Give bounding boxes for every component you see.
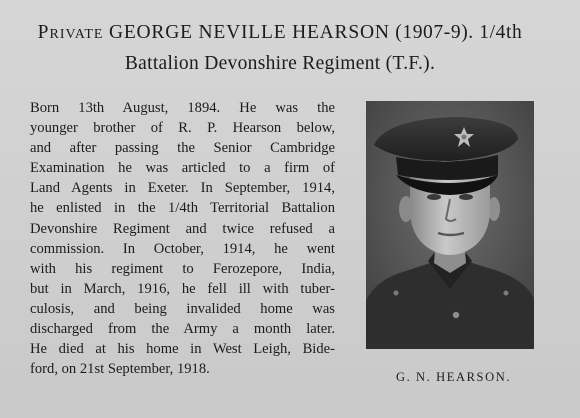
biography-text [30,98,335,379]
biography-line: Born 13th August, 1894. He was the [30,100,335,116]
photo-caption: G. N. HEARSON. [395,370,512,384]
portrait-photo [366,101,534,349]
biography-line: younger brother of R. P. Hearson below, [30,120,335,137]
biography-line: with his regiment to Ferozepore, India, [30,260,335,277]
soldier-portrait-image [366,101,534,349]
biography-line: Land Agents in Exeter. In September, 1914, [30,180,335,197]
biography-line: but in March, 1916, he fell ill with tuber- [30,280,335,297]
biography-line: and after passing the Senior Cambridge [30,140,335,157]
school-years: (1907-9). [395,22,474,43]
regiment-heading: Battalion Devonshire Regiment (T.F.). [124,53,436,74]
soldier-name: GEORGE NEVILLE HEARSON [108,22,390,43]
biography-line: discharged from the Army a month later. [30,321,335,338]
biography-line: commission. In October, 1914, he went [30,240,335,257]
rank-label: Private [37,22,104,43]
biography-line: Examination he was articled to a firm of [30,160,335,177]
biography-line: He died at his home in West Leigh, Bide- [30,341,335,358]
biography-line: Devonshire Regiment and twice refused a [30,220,335,237]
biography-line: he enlisted in the 1/4th Territorial Battalion [30,200,335,217]
biography-line: culosis, and being invalided home was [30,300,335,317]
entry-heading [0,22,560,44]
biography-line: ford, on 21st September, 1918. [30,361,210,378]
battalion-number: 1/4th [479,22,523,43]
